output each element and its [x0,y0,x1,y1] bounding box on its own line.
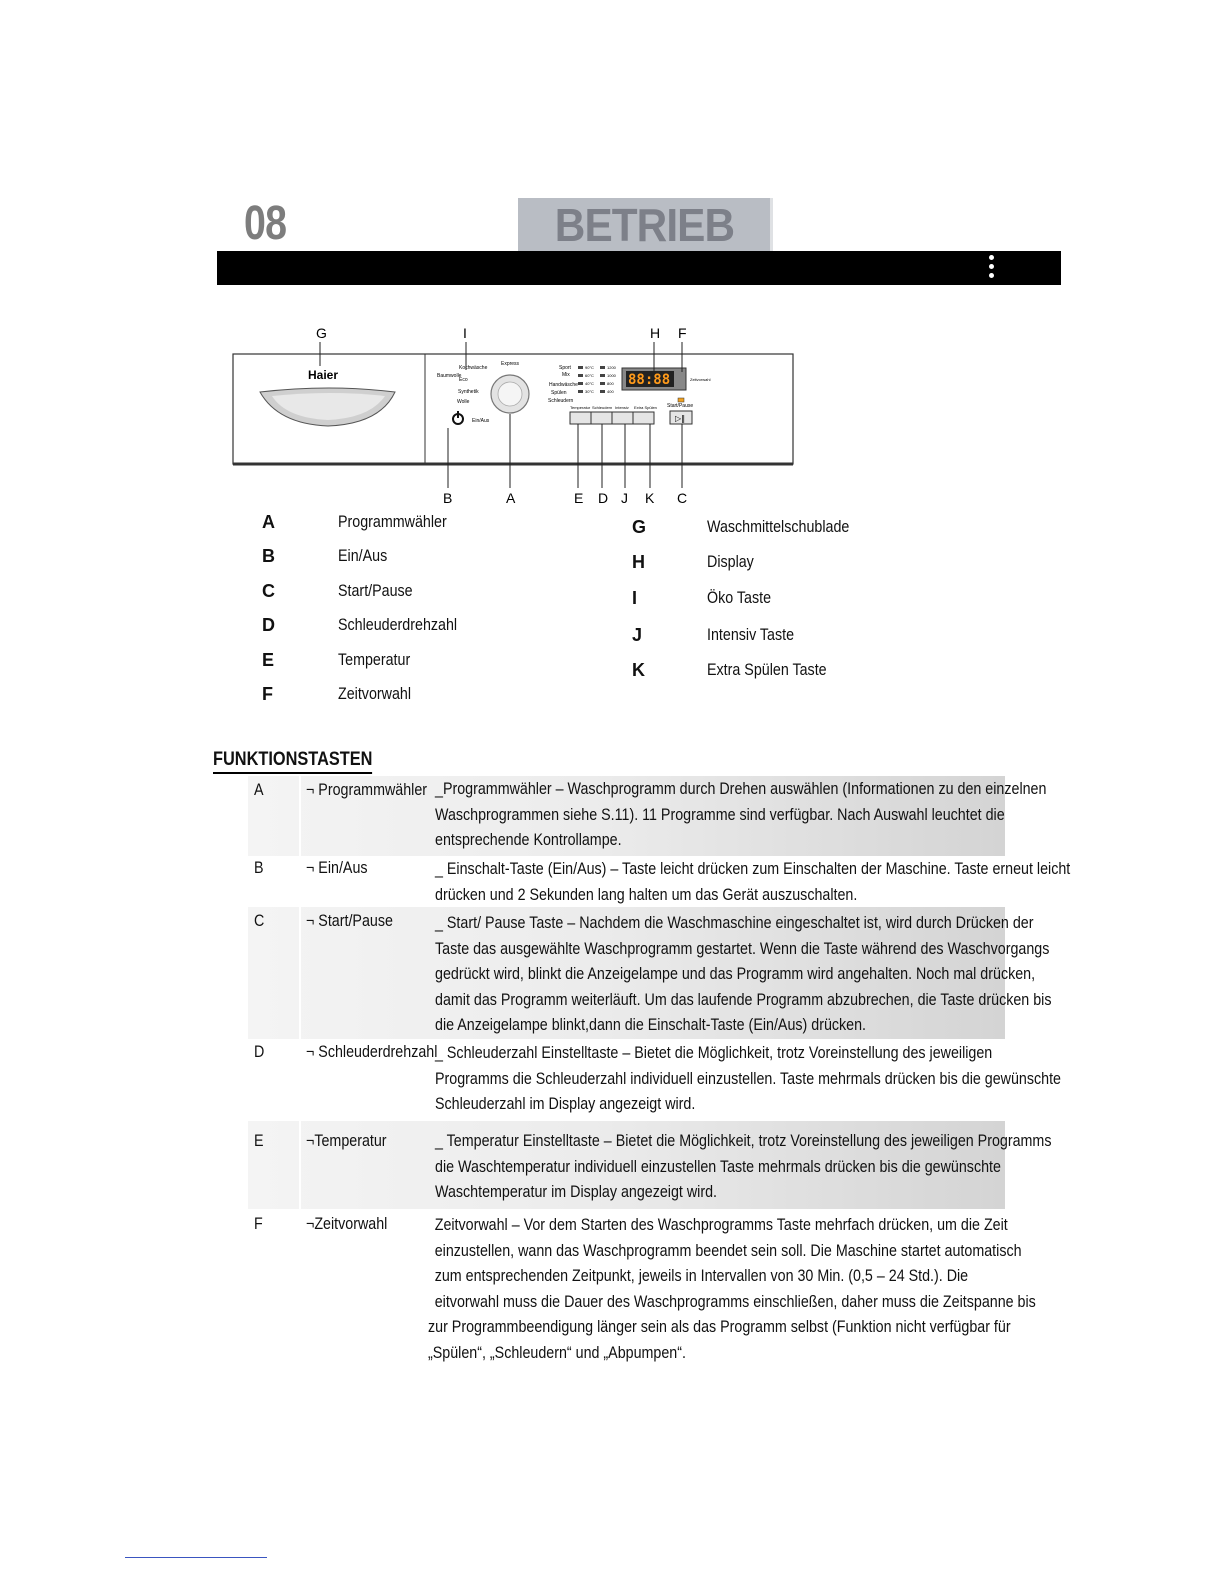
legend-label: Temperatur [338,650,411,669]
legend-key: F [262,684,273,704]
function-description: Zeitvorwahl – Vor dem Starten des Waschprogramms Taste mehrfach drücken, um die Zeit einzustellen, wann das Waschprogramm beendet sein soll. Die Maschine startet automatisch zum entsprechenden Zeitpunkt, jeweils in Intervallen von 30 Min. (0,5 – 24 Std.). Die eitvorwahl muss die Dauer des Waschprogramms einschließen, daher muss die Zeitspanne bis zur Programmbeendigung länger sein als das Programm selbst (Funktion nicht verfügbar für „Spülen“, „Schleudern“ und „Abpumpen“. [428,1215,1036,1362]
bar-dots-icon [989,255,995,282]
legend-key: K [632,660,645,680]
temp-label-60: 60°C [585,373,594,378]
function-description: _Programmwähler – Waschprogramm durch Drehen auswählen (Informationen zu den einzelnen Waschprogrammen siehe S.11). 11 Programme sind verfügbar. Nach Auswahl leuchtet die entsprechende Kontrollampe. [435,779,1047,849]
play-pause-icon: ▷‖ [675,414,686,423]
diagram-label-d: D [598,490,609,506]
function-description: _ Einschalt-Taste (Ein/Aus) – Taste leicht drücken zum Einschalten der Maschine. Taste erneut leicht drücken und 2 Sekunden lang halten um das Gerät auszuschalten. [435,859,1071,904]
legend-label: Schleuderdrehzahl [338,615,458,634]
display-digits: 88:88 [628,372,671,388]
delay-label: Zeitvorwahl [690,377,711,382]
legend-label: Waschmittelschublade [707,517,850,536]
diagram-label-b: B [443,490,453,506]
program-label-handwaesche: Handwäsche [549,382,578,388]
diagram-label-h: H [650,325,661,341]
function-row [248,1121,1052,1209]
legend-key: B [262,546,275,566]
program-label-sport: Sport [559,365,571,371]
diagram-label-f: F [678,325,687,341]
spin-label-800: 800 [607,381,614,386]
legend-label: Zeitvorwahl [338,684,412,703]
button-label-schleudern: Schleudern [592,405,613,410]
header-bar [217,251,1061,285]
diagram-label-g: G [316,325,327,341]
chapter-title-box [518,198,773,252]
program-label-kochwaesche: Kochwäsche [459,365,488,371]
diagram-label-i: I [463,325,467,341]
function-name: ¬ Programmwähler [306,780,428,799]
button-label-temperatur: Temperatur [570,405,591,410]
spin-label-400: 400 [607,389,614,394]
brand-logo: Haier [308,368,339,382]
diagram-label-e: E [574,490,584,506]
program-label-express: Express [501,361,520,367]
legend-label: Öko Taste [707,588,772,607]
legend-key: I [632,588,638,608]
temp-label-40: 40°C [585,381,594,386]
function-row [248,856,1071,906]
function-description: _ Temperatur Einstelltaste – Bietet die Möglichkeit, trotz Voreinstellung des jeweiligen Programms die Waschtemperatur individuell einzustellen Taste mehrmals drücken bis die gewünschte Waschtemperatur im Display angezeigt wird. [435,1131,1052,1201]
function-name: ¬ Ein/Aus [306,858,368,877]
function-key: B [254,858,264,877]
diagram-label-k: K [645,490,655,506]
function-key: D [254,1042,265,1061]
legend-label: Ein/Aus [338,546,388,565]
function-key: C [254,911,265,930]
legend-label: Display [707,552,754,571]
program-label-spuelen: Spülen [551,390,567,396]
chapter-title: BETRIEB [554,199,734,251]
program-label-wolle: Wolle [457,399,470,405]
program-label-synthetik: Synthetik [458,389,479,395]
temp-label-30: 30°C [585,389,594,394]
function-key: A [254,780,264,799]
function-row [248,1040,1062,1120]
diagram-label-a: A [506,490,516,506]
start-led [678,398,684,402]
function-description: _ Schleuderzahl Einstelltaste – Bietet die Möglichkeit, trotz Voreinstellung des jeweiligen Programms die Schleuderzahl individuell einzustellen. Taste mehrmals drücken bis die gewünschte Schleuderzahl im Display angezeigt wird. [435,1043,1062,1113]
legend-label: Programmwähler [338,512,447,531]
control-panel-illustration [220,322,820,512]
function-name: ¬Temperatur [306,1131,387,1150]
function-row [248,1212,1036,1372]
legend-key: C [262,581,275,601]
legend-key: D [262,615,275,635]
start-label: Start/Pause [667,403,694,409]
button-label-extra-spuelen: Extra Spülen [634,405,657,410]
function-key: F [254,1214,263,1233]
legend-key: E [262,650,275,670]
diagram-label-j: J [621,490,628,506]
program-label-baumwolle: Baumwolle [437,373,462,379]
power-label: Ein/Aus [472,418,490,424]
temp-label-90: 90°C [585,365,594,370]
function-name: ¬ Schleuderdrehzahl [306,1042,438,1061]
control-panel-diagram [220,322,820,512]
button-label-intensiv: Intensiv [615,405,629,410]
diagram-label-c: C [677,490,688,506]
function-row [248,776,1047,856]
legend-label: Start/Pause [338,581,413,600]
function-description: _ Start/ Pause Taste – Nachdem die Waschmaschine eingeschaltet ist, wird durch Drücken der Taste das ausgewählte Waschprogramm gestartet. Wenn die Taste während des Waschvorgangs gedrückt wird, blinkt die Anzeigelampe und das Programm wird angehalten. Noch mal drücken, damit das Programm weiterläuft. Um das laufende Programm abzubrechen, die Taste drücken bis die Anzeigelampe blinkt,dann die Einschalt-Taste (Ein/Aus) drücken. [435,913,1052,1034]
section-title: FUNKTIONSTASTEN [213,749,372,774]
function-key: E [254,1131,264,1150]
legend-key: G [632,517,647,537]
function-name: ¬ Start/Pause [306,911,393,930]
footer-rule [125,1557,267,1558]
legend-key: J [632,625,643,645]
spin-label-1200: 1200 [607,365,616,370]
function-row [248,907,1052,1039]
program-label-eco: Eco [459,377,468,383]
legend-key: A [262,512,275,532]
spin-label-1000: 1000 [607,373,616,378]
legend-label: Intensiv Taste [707,625,795,644]
chapter-number: 08 [244,197,287,250]
legend-label: Extra Spülen Taste [707,660,827,679]
program-label-schleudern: Schleudern [548,398,574,404]
program-label-mix: Mix [562,372,570,378]
function-name: ¬Zeitvorwahl [306,1214,388,1233]
legend-key: H [632,552,645,572]
